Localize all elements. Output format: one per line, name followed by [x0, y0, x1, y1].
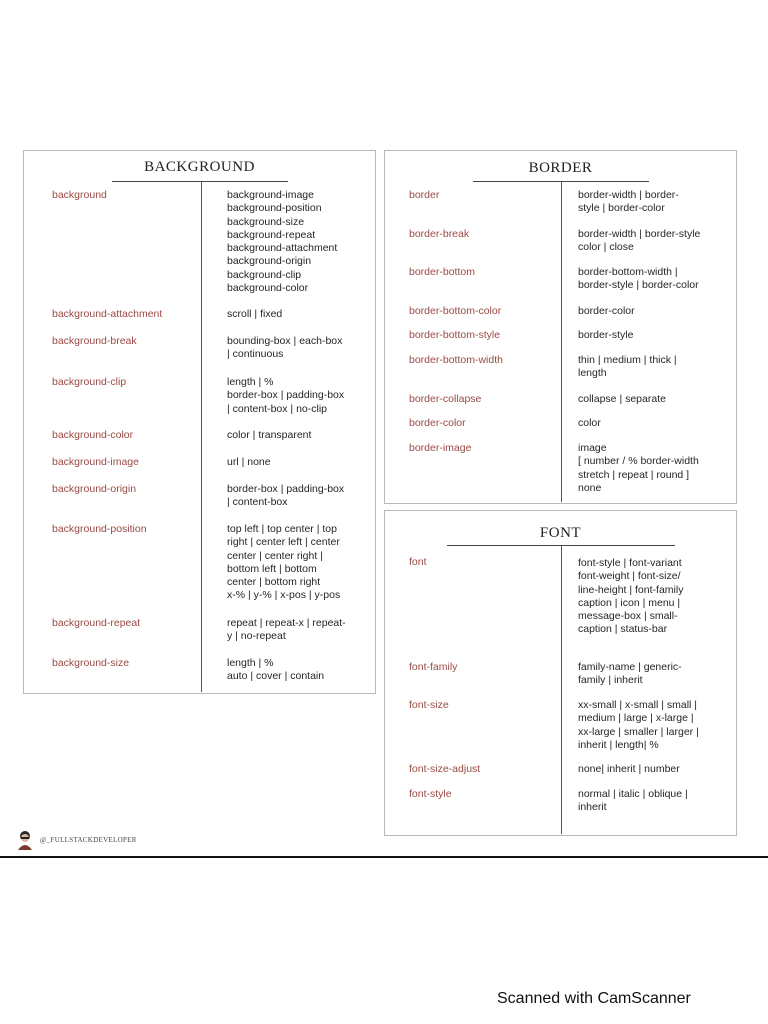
background-value-3: length | % border-box | padding-box | content-box | no-clip — [227, 376, 345, 415]
border-value-4: border-style — [578, 329, 634, 341]
background-prop-8: background-repeat — [52, 617, 141, 629]
font-prop-2: font-size — [409, 699, 449, 711]
border-value-2: border-bottom-width | border-style | border-color — [578, 266, 699, 292]
font-prop-4: font-style — [409, 788, 452, 800]
border-title: BORDER — [528, 160, 593, 176]
background-prop-9: background-size — [52, 657, 130, 669]
border-value-3: border-color — [578, 305, 635, 317]
border-value-7: color — [578, 417, 601, 429]
background-prop-6: background-origin — [52, 483, 137, 495]
border-prop-1: border-break — [409, 228, 470, 240]
scanner-watermark: Scanned with CamScanner — [497, 990, 691, 1007]
font-card — [384, 510, 737, 836]
author-credit — [16, 829, 137, 851]
font-value-2: xx-small | x-small | small | medium | large | x-large | xx-large | smaller | larger | inherit | length| % — [578, 699, 699, 751]
background-value-7: top left | top center | top right | center left | center center | center right | bottom left | bottom center | bottom right x-% | y-% | x-pos | y-pos — [227, 523, 341, 602]
font-column-divider — [561, 546, 562, 834]
font-value-0: font-style | font-variant font-weight | font-size/ line-height | font-family caption | icon | menu | message-box | small- caption | status-bar — [578, 557, 684, 636]
border-value-1: border-width | border-style color | close — [578, 228, 701, 254]
font-prop-1: font-family — [409, 661, 458, 673]
background-prop-0: background — [52, 189, 107, 201]
background-column-divider — [201, 182, 202, 692]
background-title: BACKGROUND — [144, 159, 255, 175]
border-prop-2: border-bottom — [409, 266, 475, 278]
background-prop-7: background-position — [52, 523, 147, 535]
background-value-9: length | % auto | cover | contain — [227, 657, 325, 683]
background-prop-2: background-break — [52, 335, 137, 347]
border-prop-5: border-bottom-width — [409, 354, 503, 366]
border-prop-4: border-bottom-style — [409, 329, 501, 341]
border-prop-6: border-collapse — [409, 393, 482, 405]
border-prop-0: border — [409, 189, 440, 201]
background-card — [23, 150, 376, 694]
background-value-5: url | none — [227, 456, 271, 468]
border-column-divider — [561, 182, 562, 502]
background-prop-4: background-color — [52, 429, 134, 441]
font-prop-3: font-size-adjust — [409, 763, 481, 775]
font-value-1: family-name | generic- family | inherit — [578, 661, 682, 687]
background-value-2: bounding-box | each-box | continuous — [227, 335, 343, 361]
border-prop-7: border-color — [409, 417, 466, 429]
border-card — [384, 150, 737, 504]
border-prop-3: border-bottom-color — [409, 305, 502, 317]
border-value-5: thin | medium | thick | length — [578, 354, 677, 380]
background-value-0: background-image background-position background-size background-repeat background-attachment background-origin background-clip background-color — [227, 189, 338, 295]
background-value-8: repeat | repeat-x | repeat- y | no-repeat — [227, 617, 346, 643]
border-value-8: image [ number / % border-width stretch | repeat | round ] none — [578, 442, 699, 494]
border-value-6: collapse | separate — [578, 393, 666, 405]
font-value-4: normal | italic | oblique | inherit — [578, 788, 688, 814]
font-value-3: none| inherit | number — [578, 763, 680, 775]
background-prop-3: background-clip — [52, 376, 127, 388]
background-prop-1: background-attachment — [52, 308, 163, 320]
background-value-6: border-box | padding-box | content-box — [227, 483, 345, 509]
background-value-1: scroll | fixed — [227, 308, 283, 320]
font-prop-0: font — [409, 556, 427, 568]
developer-avatar-icon — [16, 830, 34, 850]
background-title-rule — [112, 181, 288, 182]
author-handle: @_FULLSTACKDEVELOPER — [40, 836, 137, 844]
font-title: FONT — [539, 525, 582, 541]
border-value-0: border-width | border- style | border-color — [578, 189, 679, 215]
border-prop-8: border-image — [409, 442, 472, 454]
background-prop-5: background-image — [52, 456, 139, 468]
background-value-4: color | transparent — [227, 429, 312, 441]
page-separator-line — [0, 856, 768, 858]
